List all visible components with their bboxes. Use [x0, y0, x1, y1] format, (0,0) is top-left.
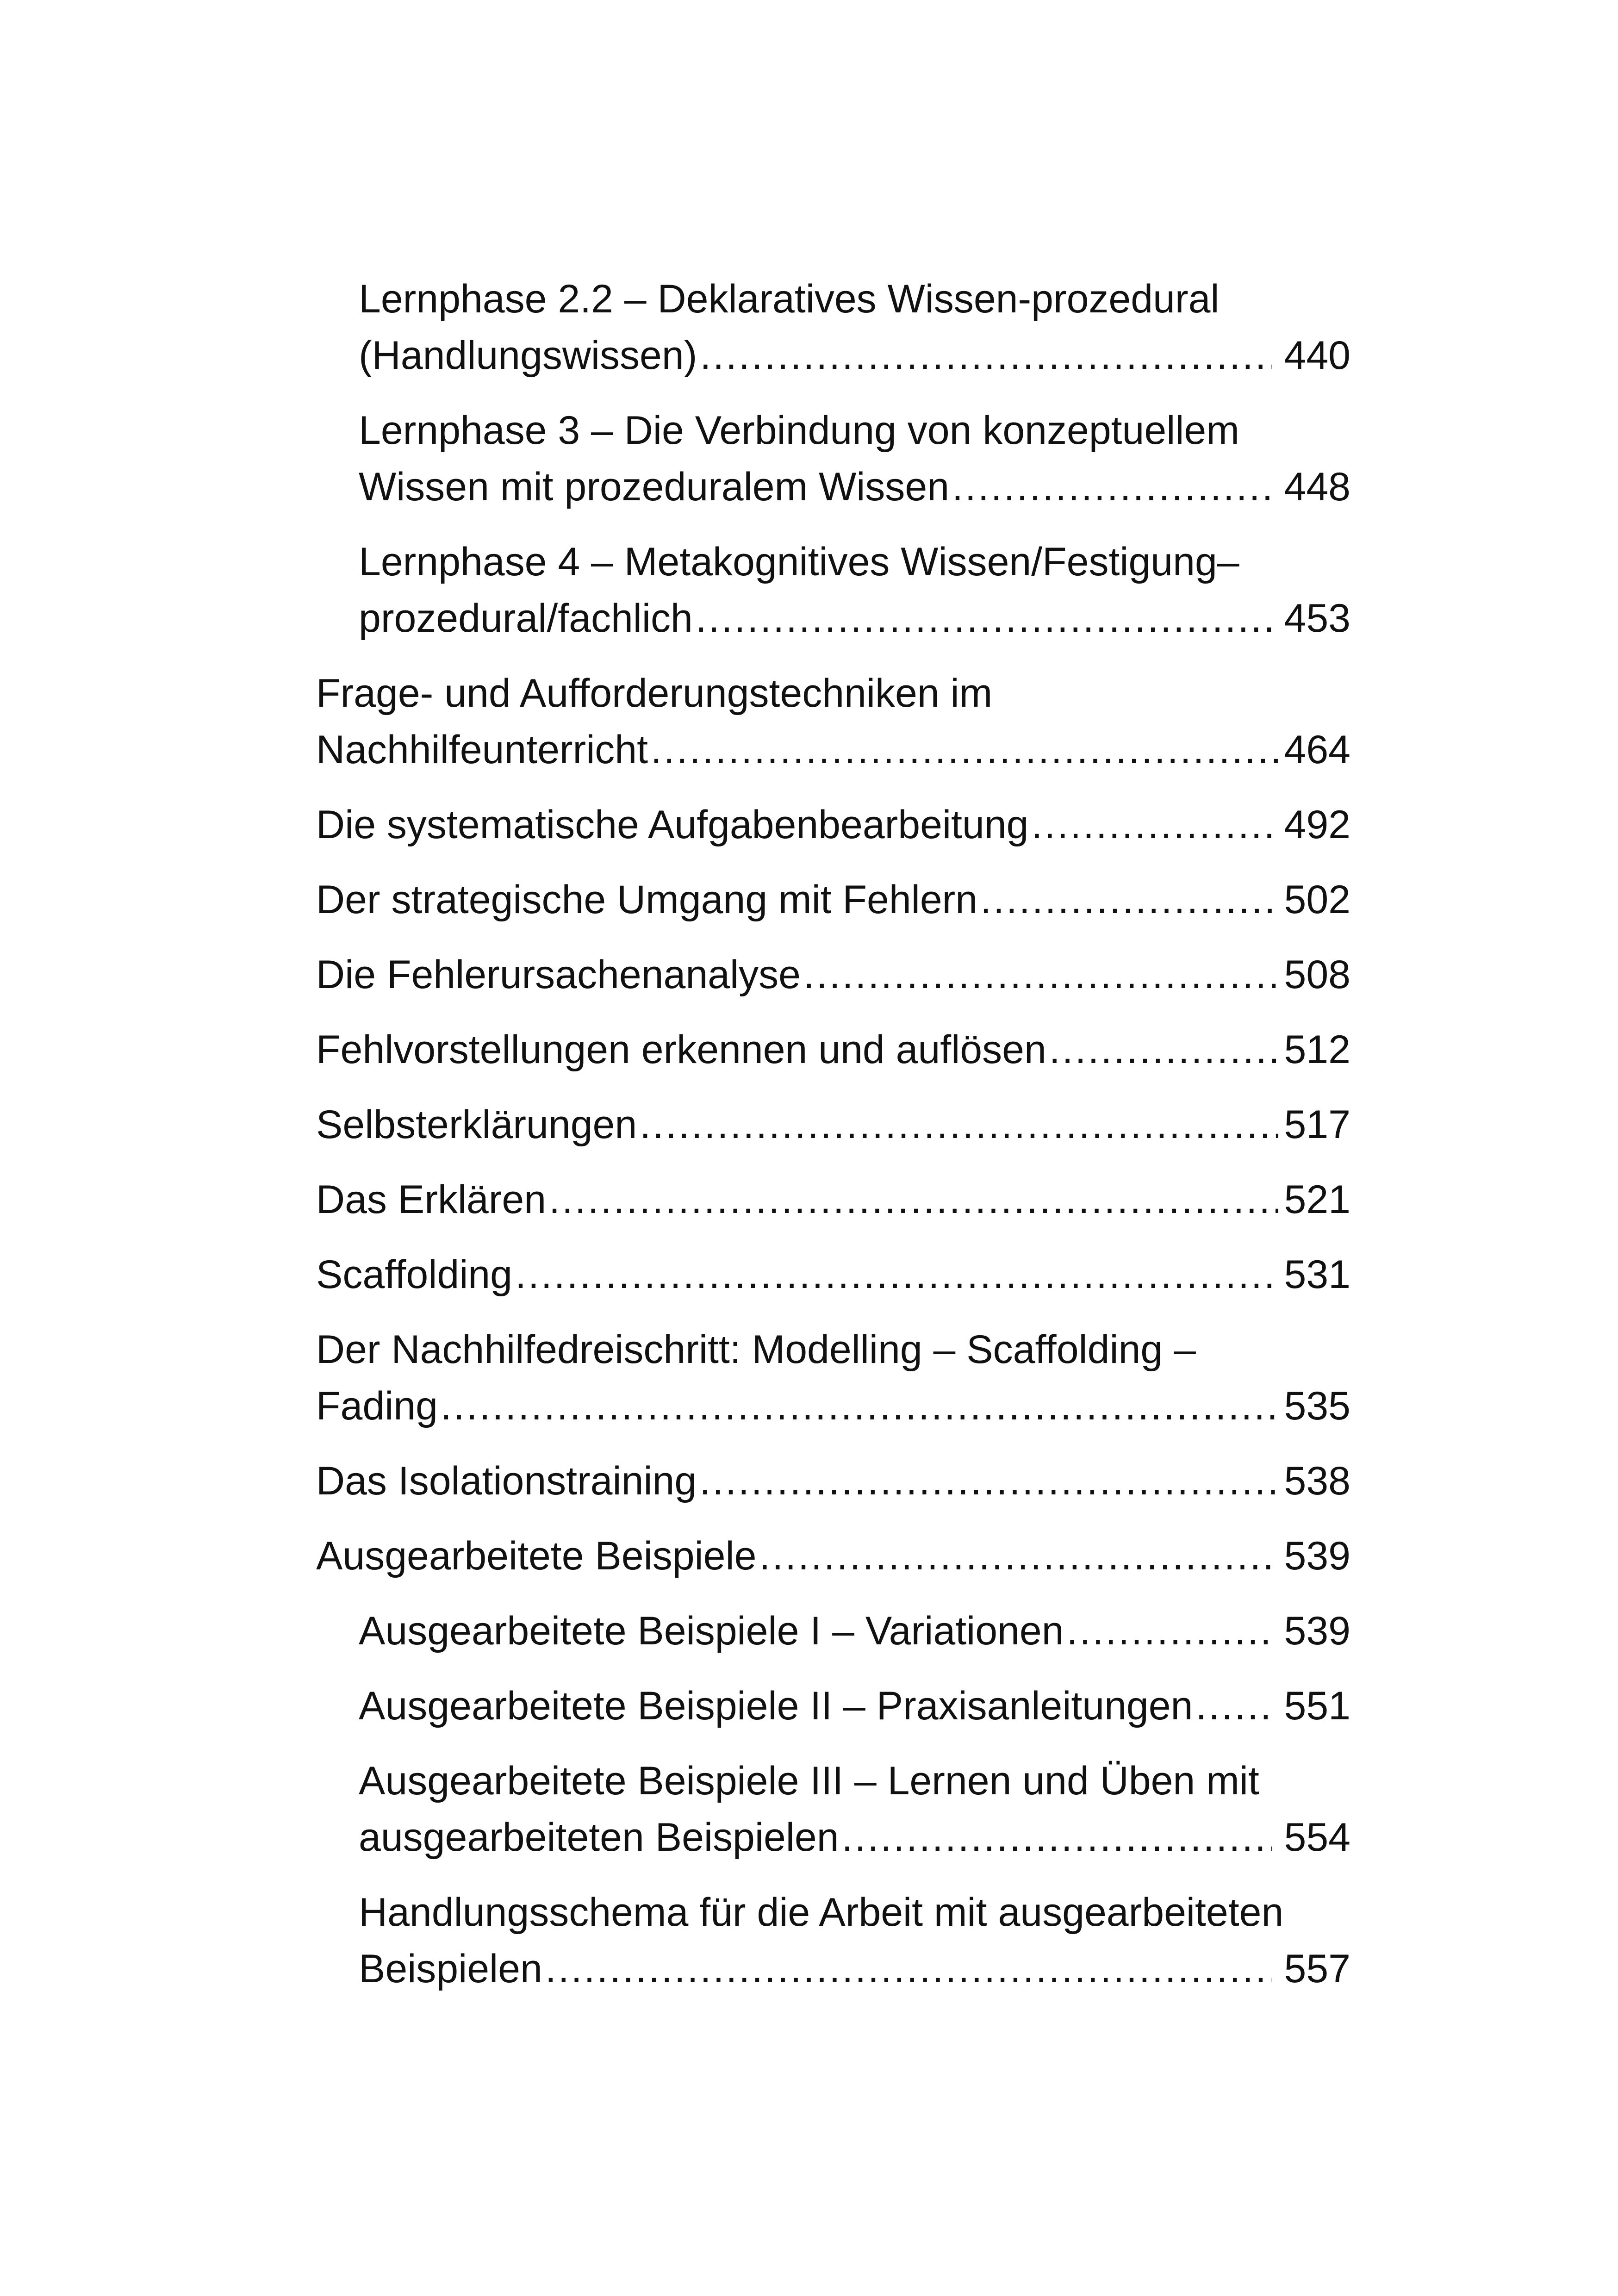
toc-entry-title: Das Erklären: [316, 1177, 547, 1222]
toc-entry-last-line: [316, 1528, 1350, 1584]
dot-leader: [545, 1941, 1272, 1997]
toc-entry[interactable]: [316, 946, 1350, 1003]
toc-entry-last-line: [316, 796, 1350, 853]
toc-entry[interactable]: [316, 1884, 1350, 1997]
toc-entry[interactable]: [316, 1528, 1350, 1584]
toc-page-number: 512: [1284, 1027, 1350, 1072]
toc-entry-last-line: [359, 1678, 1350, 1734]
toc-entry[interactable]: [316, 1096, 1350, 1153]
toc-entry-last-line: [359, 590, 1350, 647]
toc-entry[interactable]: [316, 402, 1350, 515]
toc-entry-title: prozedural/fachlich: [359, 596, 693, 641]
dot-leader: [759, 1528, 1278, 1584]
toc-entry[interactable]: [316, 1678, 1350, 1734]
dot-leader: [803, 946, 1278, 1003]
toc-page-number: 538: [1284, 1459, 1350, 1503]
toc-entry[interactable]: [316, 665, 1350, 778]
dot-leader: [640, 1096, 1278, 1153]
dot-leader: [1195, 1678, 1272, 1734]
dot-leader: [1031, 796, 1278, 853]
toc-entry-last-line: [359, 327, 1350, 384]
dot-leader: [842, 1809, 1272, 1866]
toc-entry-last-line: [359, 459, 1350, 515]
toc-page-number: 535: [1284, 1384, 1350, 1428]
toc-entry[interactable]: [316, 1171, 1350, 1228]
toc-entry-last-line: [359, 1809, 1350, 1866]
toc-entry[interactable]: [316, 1453, 1350, 1509]
toc-page-number: 440: [1284, 333, 1350, 378]
toc-entry[interactable]: [316, 1246, 1350, 1303]
dot-leader: [515, 1246, 1278, 1303]
toc-entry-title-line: Lernphase 2.2 – Deklaratives Wissen-prozedural: [359, 277, 1220, 321]
toc-entry-last-line: [316, 1378, 1350, 1434]
toc-entry-title: Fehlvorstellungen erkennen und auflösen: [316, 1027, 1046, 1072]
toc-entry-last-line: [316, 946, 1350, 1003]
toc-entry-title-line: Ausgearbeitete Beispiele III – Lernen und Üben mit: [359, 1759, 1259, 1803]
toc-page-number: 464: [1284, 728, 1350, 772]
toc-page-number: 554: [1284, 1815, 1350, 1860]
dot-leader: [1067, 1603, 1272, 1659]
toc-entry[interactable]: [316, 271, 1350, 384]
toc-entry[interactable]: [316, 1021, 1350, 1078]
toc-entry-last-line: [316, 1021, 1350, 1078]
dot-leader: [980, 871, 1278, 928]
toc-entry[interactable]: [316, 1321, 1350, 1434]
toc-entry-title-line: Handlungsschema für die Arbeit mit ausgearbeiteten: [359, 1890, 1284, 1935]
toc-entry-title-line: Lernphase 3 – Die Verbindung von konzeptuellem: [359, 408, 1239, 453]
toc-page-number: 453: [1284, 596, 1350, 641]
toc-page-number: 502: [1284, 877, 1350, 922]
toc-page-number: 448: [1284, 465, 1350, 509]
toc-entry-title-line: Der Nachhilfedreischritt: Modelling – Scaffolding –: [316, 1327, 1196, 1372]
toc-entry-title: ausgearbeiteten Beispielen: [359, 1815, 839, 1860]
dot-leader: [952, 459, 1272, 515]
toc-entry-last-line: [316, 1171, 1350, 1228]
toc-entry-title: Ausgearbeitete Beispiele II – Praxisanleitungen: [359, 1684, 1193, 1728]
toc-page-number: 539: [1284, 1534, 1350, 1578]
toc-entry-title: Die Fehlerursachenanalyse: [316, 952, 801, 997]
toc-entry-title-line: Frage- und Aufforderungstechniken im: [316, 671, 993, 716]
toc-entry-title: Nachhilfeunterricht: [316, 728, 648, 772]
toc-page-number: 517: [1284, 1102, 1350, 1147]
dot-leader: [1049, 1021, 1278, 1078]
dot-leader: [700, 327, 1272, 384]
toc-entry-title: Fading: [316, 1384, 438, 1428]
toc-entry-title-line: Lernphase 4 – Metakognitives Wissen/Festigung–: [359, 540, 1239, 584]
toc-entry-last-line: [359, 1941, 1350, 1997]
toc-entry-title: Wissen mit prozeduralem Wissen: [359, 465, 950, 509]
toc-entry[interactable]: [316, 871, 1350, 928]
toc-page-number: 492: [1284, 803, 1350, 847]
toc-entry-title: Das Isolationstraining: [316, 1459, 697, 1503]
toc-page-number: 557: [1284, 1947, 1350, 1991]
toc-page-number: 539: [1284, 1609, 1350, 1653]
dot-leader: [699, 1453, 1278, 1509]
dot-leader: [441, 1378, 1278, 1434]
toc-page-number: 508: [1284, 952, 1350, 997]
toc-entry[interactable]: [316, 1603, 1350, 1659]
toc-entry-title: Beispielen: [359, 1947, 542, 1991]
toc-page-number: 521: [1284, 1177, 1350, 1222]
toc-page-number: 531: [1284, 1252, 1350, 1297]
toc-entry-title: Ausgearbeitete Beispiele: [316, 1534, 757, 1578]
toc-entry-title: Selbsterklärungen: [316, 1102, 637, 1147]
toc-entry-last-line: [316, 1453, 1350, 1509]
toc-entry-last-line: [316, 1096, 1350, 1153]
toc-entry[interactable]: [316, 796, 1350, 853]
dot-leader: [696, 590, 1272, 647]
toc-entry-title: (Handlungswissen): [359, 333, 697, 378]
table-of-contents: [316, 271, 1350, 2016]
toc-entry-title: Ausgearbeitete Beispiele I – Variationen: [359, 1609, 1064, 1653]
toc-entry[interactable]: [316, 534, 1350, 647]
toc-entry-last-line: [316, 1246, 1350, 1303]
toc-entry-title: Scaffolding: [316, 1252, 512, 1297]
dot-leader: [651, 722, 1278, 778]
toc-entry-last-line: [359, 1603, 1350, 1659]
toc-entry-title: Der strategische Umgang mit Fehlern: [316, 877, 978, 922]
toc-entry-title: Die systematische Aufgabenbearbeitung: [316, 803, 1029, 847]
toc-entry-last-line: [316, 722, 1350, 778]
toc-page-number: 551: [1284, 1684, 1350, 1728]
dot-leader: [549, 1171, 1278, 1228]
toc-entry[interactable]: [316, 1753, 1350, 1866]
toc-entry-last-line: [316, 871, 1350, 928]
